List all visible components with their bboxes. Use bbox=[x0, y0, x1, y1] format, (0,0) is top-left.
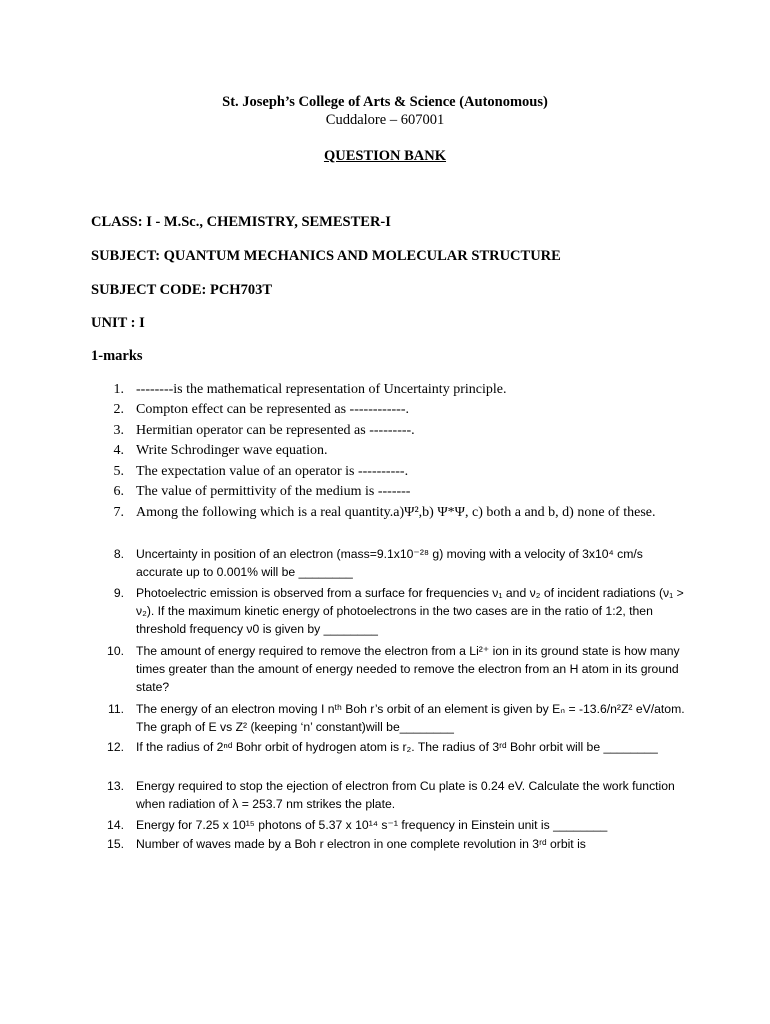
question-text: Uncertainty in position of an electron (mass=9.1x10⁻²⁸ g) moving with a velocity of 3x10⁴ cm/s accurate up to 0.001% will be ________ bbox=[136, 547, 643, 579]
subject-code-line: SUBJECT CODE: PCH703T bbox=[91, 282, 273, 298]
question-text: If the radius of 2ⁿᵈ Bohr orbit of hydrogen atom is r₂. The radius of 3ʳᵈ Bohr orbit will be ________ bbox=[136, 740, 658, 754]
unit-line: UNIT : I bbox=[91, 315, 145, 331]
question-number: 5. bbox=[113, 464, 124, 479]
question-number: 4. bbox=[113, 443, 124, 458]
page-title: QUESTION BANK bbox=[323, 148, 447, 164]
college-city: Cuddalore – 607001 bbox=[325, 112, 445, 128]
question-number: 15. bbox=[107, 837, 124, 851]
question-number: 8. bbox=[113, 547, 124, 561]
question-text: Energy for 7.25 x 10¹⁵ photons of 5.37 x 10¹⁴ s⁻¹ frequency in Einstein unit is ________ bbox=[136, 818, 608, 832]
question-text: The expectation value of an operator is ----------. bbox=[136, 464, 409, 479]
section-heading: 1-marks bbox=[91, 348, 143, 364]
question-text: Compton effect can be represented as ------------. bbox=[136, 402, 409, 417]
question-number: 10. bbox=[107, 644, 124, 658]
question-number: 1. bbox=[113, 382, 124, 397]
question-text: The energy of an electron moving I nᵗʰ Boh r’s orbit of an element is given by Eₙ = -13.6/n²Z² eV/atom. The graph of E vs Z² (keeping ‘n’ constant)will be________ bbox=[136, 702, 685, 734]
question-number: 7. bbox=[113, 505, 124, 520]
college-name: St. Joseph’s College of Arts & Science (Autonomous) bbox=[222, 94, 548, 110]
question-text: Photoelectric emission is observed from a surface for frequencies ν₁ and ν₂ of incident radiations (ν₁ > ν₂). If the maximum kinetic energy of photoelectrons in the two cases are in the ratio of 1:2, then threshold frequency ν0 is given by ________ bbox=[136, 586, 684, 636]
class-line: CLASS: I - M.Sc., CHEMISTRY, SEMESTER-I bbox=[91, 214, 391, 230]
question-number: 14. bbox=[107, 818, 124, 832]
question-number: 2. bbox=[113, 402, 124, 417]
question-text: The value of permittivity of the medium is ------- bbox=[136, 484, 411, 499]
question-number: 11. bbox=[107, 702, 124, 716]
question-number: 13. bbox=[107, 779, 124, 793]
question-text: Hermitian operator can be represented as ---------. bbox=[136, 423, 415, 438]
question-text: --------is the mathematical representation of Uncertainty principle. bbox=[136, 382, 507, 397]
question-text: Number of waves made by a Boh r electron in one complete revolution in 3ʳᵈ orbit is bbox=[136, 837, 586, 851]
question-text: The amount of energy required to remove the electron from a Li²⁺ ion in its ground state is how many times greater than the amount of energy needed to remove the electron from an H atom in its ground state? bbox=[136, 644, 680, 694]
question-number: 6. bbox=[113, 484, 124, 499]
question-text: Energy required to stop the ejection of electron from Cu plate is 0.24 eV. Calculate the work function when radiation of λ = 253.7 nm strikes the plate. bbox=[136, 779, 675, 811]
question-number: 9. bbox=[113, 586, 124, 600]
question-number: 12. bbox=[107, 740, 124, 754]
question-text: Among the following which is a real quantity.a)Ψ²,b) Ψ*Ψ, c) both a and b, d) none of these. bbox=[136, 505, 656, 520]
subject-line: SUBJECT: QUANTUM MECHANICS AND MOLECULAR STRUCTURE bbox=[91, 248, 561, 264]
question-text: Write Schrodinger wave equation. bbox=[136, 443, 328, 458]
question-number: 3. bbox=[113, 423, 124, 438]
